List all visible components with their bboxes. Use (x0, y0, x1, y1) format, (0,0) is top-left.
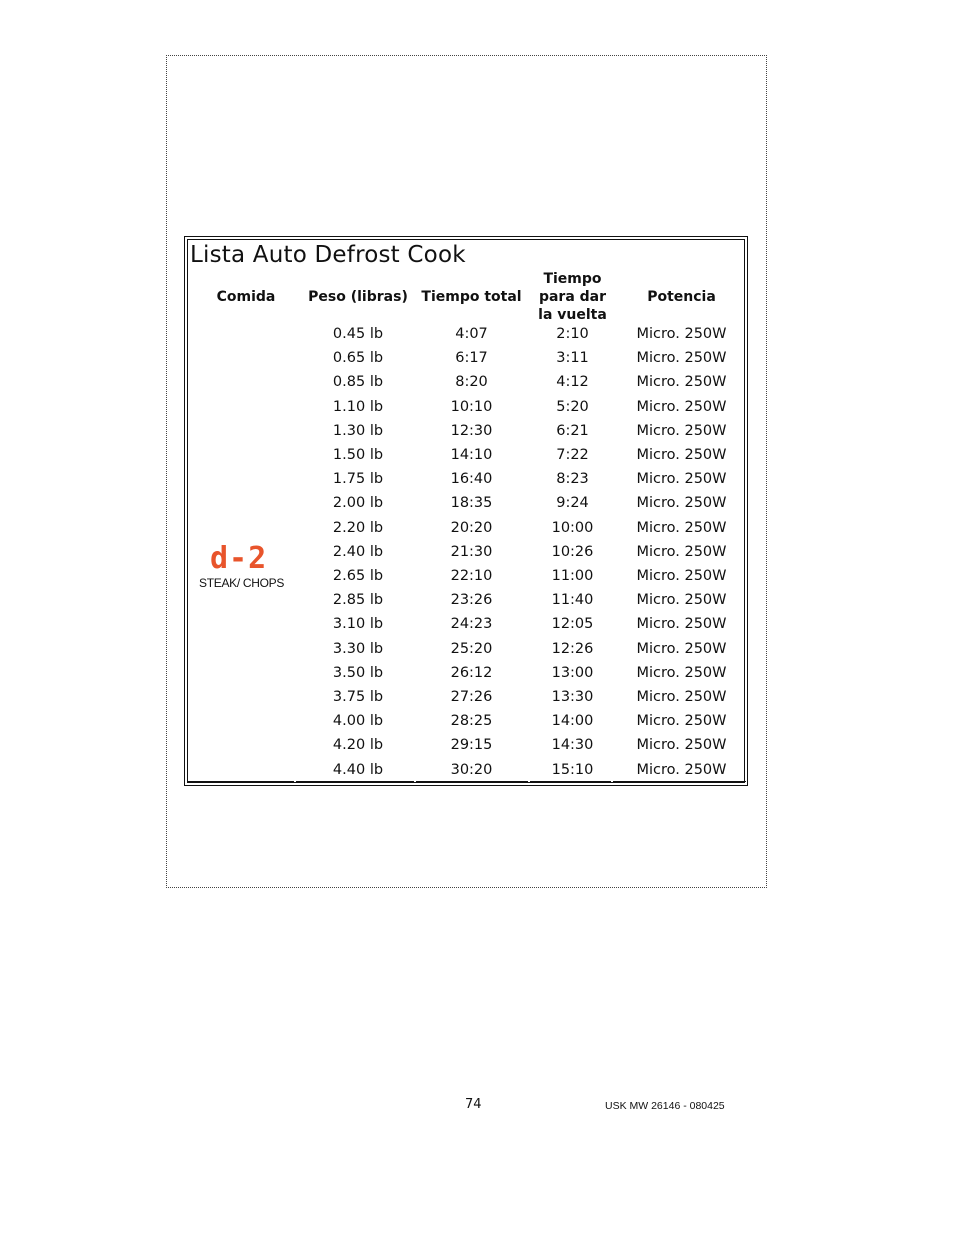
table-row (188, 737, 744, 761)
weight-cell: 2.85 lb (332, 592, 384, 609)
header-vuelta-line-2: para dar (538, 289, 607, 305)
turn-time-cell: 4:12 (556, 374, 589, 391)
power-cell: Micro. 250W (636, 713, 727, 730)
table-row (188, 326, 744, 350)
total-time-cell: 20:20 (450, 519, 493, 536)
weight-cell: 3.10 lb (332, 616, 384, 633)
power-cell: Micro. 250W (636, 471, 727, 488)
total-time-cell: 27:26 (450, 689, 493, 705)
turn-time-cell: 12:05 (551, 616, 594, 633)
header-vuelta-line-1: Tiempo (543, 271, 602, 287)
weight-cell: 0.65 lb (332, 350, 384, 367)
column-separator (296, 781, 414, 782)
total-time-cell: 23:26 (450, 592, 493, 609)
turn-time-cell: 13:30 (551, 689, 594, 705)
table-row (188, 423, 744, 447)
total-time-cell: 10:10 (450, 398, 493, 415)
turn-time-cell: 10:26 (551, 543, 594, 560)
power-cell: Micro. 250W (636, 495, 727, 512)
total-time-cell: 30:20 (450, 761, 493, 778)
turn-time-cell: 9:24 (556, 495, 589, 512)
power-cell: Micro. 250W (636, 737, 727, 754)
power-cell: Micro. 250W (636, 350, 727, 367)
total-time-cell: 21:30 (450, 543, 493, 560)
weight-cell: 1.10 lb (332, 398, 384, 415)
turn-time-cell: 14:30 (551, 737, 594, 754)
total-time-cell: 24:23 (450, 616, 493, 633)
turn-time-cell: 8:23 (556, 471, 589, 488)
table-inner-border (187, 239, 745, 783)
turn-time-cell: 2:10 (556, 326, 589, 342)
table-row (188, 447, 744, 471)
column-separator (416, 781, 528, 782)
power-cell: Micro. 250W (636, 689, 727, 705)
power-cell: Micro. 250W (636, 568, 727, 584)
turn-time-cell: 10:00 (551, 519, 594, 536)
weight-cell: 4.40 lb (332, 761, 384, 778)
table-row (188, 544, 744, 568)
total-time-cell: 8:20 (455, 374, 488, 391)
power-cell: Micro. 250W (636, 422, 727, 439)
total-time-cell: 26:12 (450, 664, 493, 681)
table-row (188, 592, 744, 616)
defrost-table (184, 236, 748, 786)
table-row (188, 520, 744, 544)
column-separator (530, 781, 611, 782)
weight-cell: 3.30 lb (332, 640, 384, 657)
weight-cell: 4.00 lb (332, 713, 384, 730)
weight-cell: 2.20 lb (332, 519, 384, 536)
weight-cell: 2.00 lb (332, 495, 384, 512)
total-time-cell: 28:25 (450, 713, 493, 730)
turn-time-cell: 6:21 (556, 422, 589, 439)
turn-time-cell: 5:20 (556, 398, 589, 415)
total-time-cell: 25:20 (450, 640, 493, 657)
food-label: STEAK/ CHOPS (199, 576, 285, 590)
power-cell: Micro. 250W (636, 616, 727, 633)
header-potencia: Potencia (647, 289, 716, 305)
total-time-cell: 4:07 (455, 326, 488, 342)
header-peso: Peso (libras) (308, 289, 408, 305)
weight-cell: 1.75 lb (332, 471, 384, 488)
table-row (188, 713, 744, 737)
table-row (188, 471, 744, 495)
power-cell: Micro. 250W (636, 543, 727, 560)
column-separator (613, 781, 746, 782)
power-cell: Micro. 250W (636, 592, 727, 609)
weight-cell: 2.40 lb (332, 543, 384, 560)
turn-time-cell: 11:40 (551, 592, 594, 609)
turn-time-cell: 12:26 (551, 640, 594, 657)
document-code: USK MW 26146 - 080425 (605, 1100, 725, 1112)
power-cell: Micro. 250W (636, 761, 727, 778)
header-tiempo-total: Tiempo total (421, 289, 522, 305)
total-time-cell: 16:40 (450, 471, 493, 488)
power-cell: Micro. 250W (636, 519, 727, 536)
table-row (188, 616, 744, 640)
header-tiempo-vuelta (530, 270, 615, 324)
power-cell: Micro. 250W (636, 326, 727, 342)
total-time-cell: 12:30 (450, 422, 493, 439)
column-separator (188, 781, 294, 782)
table-row (188, 665, 744, 689)
food-display-code: d-2 (210, 541, 268, 576)
turn-time-cell: 13:00 (551, 664, 594, 681)
weight-cell: 1.30 lb (332, 422, 384, 439)
table-row (188, 641, 744, 665)
weight-cell: 2.65 lb (332, 568, 384, 584)
total-time-cell: 22:10 (450, 568, 493, 584)
turn-time-cell: 15:10 (551, 761, 594, 778)
turn-time-cell: 3:11 (556, 350, 589, 367)
header-comida: Comida (216, 289, 276, 305)
total-time-cell: 6:17 (455, 350, 488, 367)
weight-cell: 0.45 lb (332, 326, 384, 342)
table-row (188, 350, 744, 374)
power-cell: Micro. 250W (636, 447, 727, 463)
total-time-cell: 14:10 (450, 447, 493, 463)
weight-cell: 3.50 lb (332, 664, 384, 681)
table-row (188, 568, 744, 592)
weight-cell: 4.20 lb (332, 737, 384, 754)
total-time-cell: 29:15 (450, 737, 493, 754)
power-cell: Micro. 250W (636, 664, 727, 681)
page-number: 74 (465, 1097, 482, 1112)
turn-time-cell: 7:22 (556, 447, 589, 463)
table-row (188, 689, 744, 713)
weight-cell: 1.50 lb (332, 447, 384, 463)
table-row (188, 495, 744, 519)
total-time-cell: 18:35 (450, 495, 493, 512)
table-row (188, 374, 744, 398)
power-cell: Micro. 250W (636, 640, 727, 657)
weight-cell: 0.85 lb (332, 374, 384, 391)
weight-cell: 3.75 lb (332, 689, 384, 705)
header-vuelta-line-3: la vuelta (538, 307, 607, 323)
power-cell: Micro. 250W (636, 374, 727, 391)
table-row (188, 399, 744, 423)
turn-time-cell: 11:00 (551, 568, 594, 584)
turn-time-cell: 14:00 (551, 713, 594, 730)
power-cell: Micro. 250W (636, 398, 727, 415)
table-title: Lista Auto Defrost Cook (190, 242, 466, 268)
